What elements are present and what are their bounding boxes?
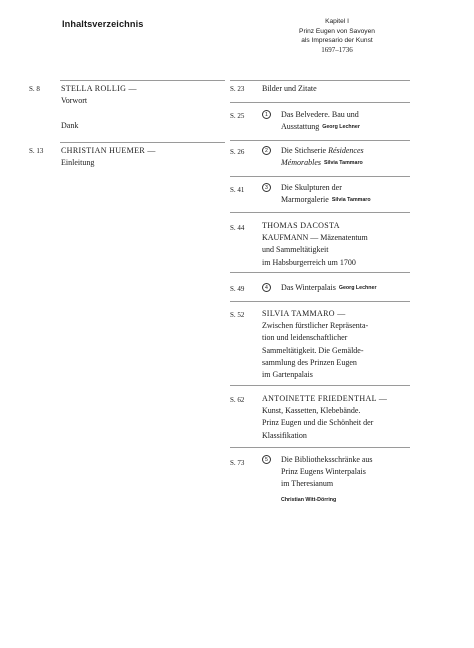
author-name: STELLA ROLLIG — — [61, 84, 137, 93]
toc-entry-dank: Dank — [61, 121, 79, 130]
entry-title: Vorwort — [61, 96, 88, 106]
chapter-years: 1697–1736 — [321, 45, 353, 54]
toc-entry — [281, 454, 373, 506]
entry-title: im Habsburgerreich um 1700 — [262, 257, 356, 267]
divider — [60, 80, 225, 81]
entry-title: Einleitung — [61, 158, 95, 168]
toc-entry — [281, 282, 377, 294]
toc-entry — [262, 220, 368, 269]
page-number: S. 52 — [230, 311, 245, 319]
page-number: S. 73 — [230, 459, 245, 467]
page-number: S. 44 — [230, 224, 245, 232]
divider — [230, 301, 410, 302]
divider — [60, 142, 225, 143]
page-number: S. 49 — [230, 285, 245, 293]
chapter-subtitle: als Impresario der Kunst — [301, 37, 373, 45]
divider — [230, 272, 410, 273]
author-name: Silvia Tammaro — [324, 160, 363, 167]
author-name: ANTOINETTE FRIEDENTHAL — — [262, 394, 388, 403]
page-title: Inhaltsverzeichnis — [62, 19, 144, 29]
toc-entry — [281, 109, 360, 133]
divider — [230, 176, 410, 177]
entry-title: Die Skulpturen der — [281, 183, 342, 192]
entry-title: Marmorgalerie — [281, 195, 329, 205]
entry-title: im Gartenpalais — [262, 370, 313, 380]
entry-title: und Sammeltätigkeit — [262, 245, 329, 255]
author-name: THOMAS DACOSTA — [262, 221, 340, 230]
entry-title: Das Belvedere. Bau und — [281, 110, 359, 119]
divider — [230, 102, 410, 103]
entry-title: Prinz Eugens Winterpalais — [281, 467, 366, 477]
entry-title-italic: Résidences — [328, 146, 364, 155]
chapter-label: Kapitel I — [325, 18, 349, 25]
author-name: CHRISTIAN HUEMER — — [61, 146, 156, 155]
entry-title: Bilder und Zitate — [262, 84, 317, 93]
page-number: S. 41 — [230, 186, 245, 194]
author-name: Silvia Tammaro — [331, 197, 371, 204]
divider — [230, 447, 410, 448]
page-number: S. 13 — [29, 147, 44, 155]
page-number: S. 26 — [230, 148, 245, 156]
divider — [230, 212, 410, 213]
entry-title: Die Bibliotheksschränke aus — [281, 455, 373, 464]
number-circle-icon: 3 — [262, 183, 271, 192]
entry-title: Das Winterpalais — [281, 283, 336, 292]
number-circle-icon: 4 — [262, 283, 271, 292]
divider — [230, 140, 410, 141]
entry-title: Prinz Eugen und die Schönheit der — [262, 418, 374, 428]
number-circle-icon: 5 — [262, 455, 271, 464]
toc-entry — [61, 83, 137, 107]
entry-title: sammlung des Prinzen Eugen — [262, 357, 357, 367]
entry-title: Sammeltätigkeit. Die Gemälde- — [262, 345, 364, 355]
toc-entry — [262, 308, 368, 381]
author-name: Georg Lechner — [322, 124, 360, 131]
entry-title: Ausstattung — [281, 122, 320, 132]
page-number: S. 8 — [29, 85, 40, 93]
divider — [230, 80, 410, 81]
page-number: S. 23 — [230, 85, 245, 93]
divider — [230, 385, 410, 386]
author-name: Christian Witt-Dörring — [281, 496, 337, 503]
entry-title: KAUFMANN — Mäzenatentum — [262, 233, 368, 243]
entry-title: Kunst, Kassetten, Klebebände. — [262, 406, 361, 416]
toc-entry — [61, 145, 156, 169]
chapter-heading — [262, 17, 412, 55]
toc-entry — [281, 145, 364, 169]
entry-title: Klassifikation — [262, 430, 307, 440]
toc-entry — [281, 182, 371, 206]
entry-title: Die Stichserie — [281, 146, 327, 155]
toc-entry — [262, 393, 387, 442]
author-name: SILVIA TAMMARO — — [262, 309, 346, 318]
number-circle-icon: 1 — [262, 110, 271, 119]
number-circle-icon: 2 — [262, 146, 271, 155]
entry-title-italic: Mémorables — [281, 158, 321, 168]
chapter-name: Prinz Eugen von Savoyen — [299, 27, 375, 35]
entry-title: im Theresianum — [281, 479, 334, 489]
entry-title: Zwischen fürstlicher Repräsenta- — [262, 321, 369, 331]
author-name: Georg Lechner — [338, 285, 377, 291]
page-number: S. 62 — [230, 396, 245, 404]
entry-title: tion und leidenschaftlicher — [262, 333, 348, 343]
page-number: S. 25 — [230, 112, 245, 120]
